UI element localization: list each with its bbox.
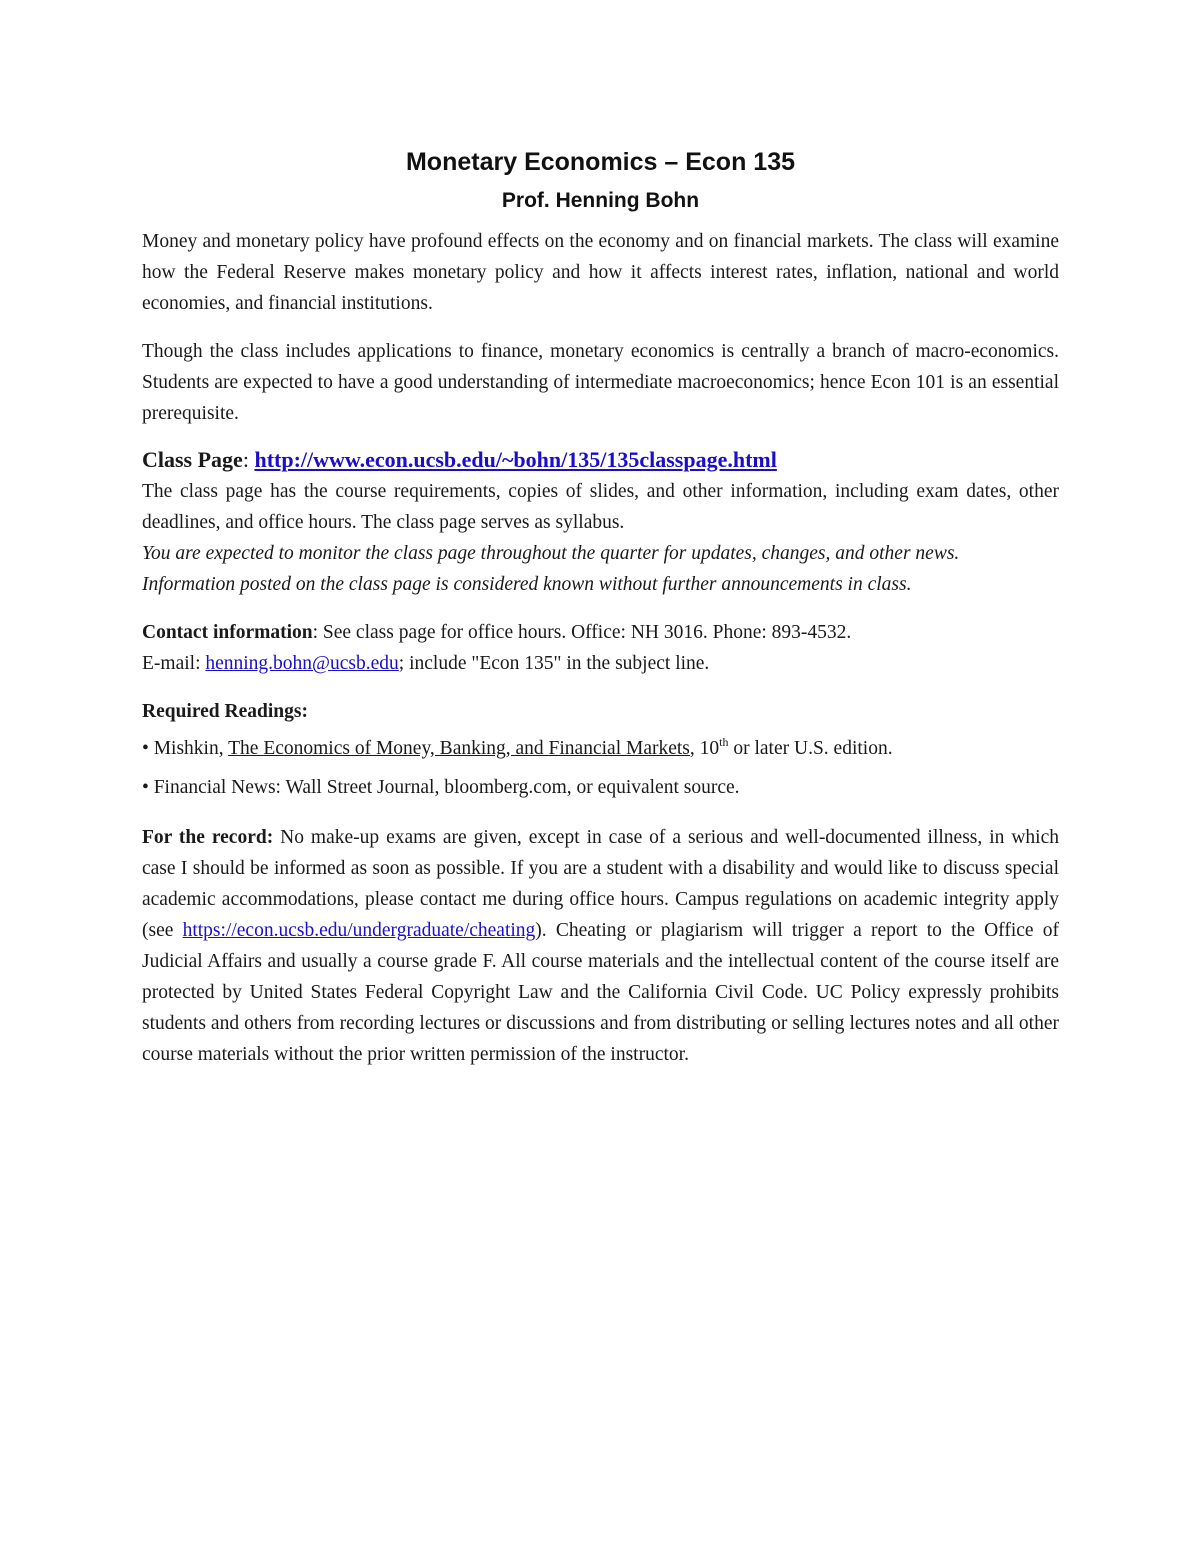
class-page-note-line-1: You are expected to monitor the class page throughout the quarter for updates, changes, and other news. [142,543,960,564]
class-page-link[interactable]: http://www.econ.ucsb.edu/~bohn/135/135classpage.html [254,447,777,472]
readings-heading [142,696,1059,727]
email-prefix: E-mail: [142,653,206,674]
class-page-label: Class Page [142,447,243,472]
email-suffix: ; include "Econ 135" in the subject line. [398,653,710,674]
intro-paragraph-2: Though the class includes applications to finance, monetary economics is centrally a branch of macro-economics. Students are expected to have a good understanding of intermediate macroeconomics; hence Econ 101 is an essential prerequisite. [142,341,1059,424]
class-page-separator: : [242,447,255,472]
reading-item-1-book: The Economics of Money, Banking, and Financial Markets [228,738,690,759]
reading-item-1-mid: , 10 [689,738,720,759]
document-page [142,140,1059,1070]
email-line [142,648,1059,679]
class-page-description: The class page has the course requirements, copies of slides, and other information, including exam dates, other deadlines, and office hours. The class page serves as syllabus. [142,481,1059,533]
record-text-2: ). Cheating or plagiarism will trigger a report to the Office of Judicial Affairs and usually a course grade F. All course materials and the intellectual content of the course itself are protected by United States Federal Copyright Law and the California Civil Code. UC Policy expressly prohibits students and others from recording lectures or discussions and from distributing or selling lectures notes and all other course materials without the prior written permission of the instructor. [142,920,1059,1065]
class-page-note-line-2: Information posted on the class page is considered known without further announcements in class. [142,574,912,595]
document-subtitle: Prof. Henning Bohn [501,189,700,212]
record-label: For the record: [142,827,274,848]
contact-text: : See class page for office hours. Office: NH 3016. Phone: 893-4532. [312,622,852,643]
record-text-1: No make-up exams are given, except in case of a serious and well-documented illness, in which case I should be informed as soon as possible. If you are a student with a disability and would like to discuss special academic accommodations, please contact me during office hours. Campus regulations on academic integrity apply (see [142,827,1059,941]
record-paragraph [142,822,1059,1070]
contact-line [142,617,1059,648]
cheating-policy-link[interactable]: https://econ.ucsb.edu/undergraduate/cheating [182,920,536,941]
reading-item-1-prefix: • Mishkin, [142,738,229,759]
contact-label: Contact information [142,622,313,643]
reading-item-news: • Financial News: Wall Street Journal, bloomberg.com, or equivalent source. [142,777,740,798]
readings-heading-label: Required Readings: [142,701,308,722]
reading-item-1-suffix: or later U.S. edition. [728,738,893,759]
document-title: Monetary Economics – Econ 135 [405,148,796,176]
reading-item-mishkin [142,731,1059,766]
intro-paragraph-1: Money and monetary policy have profound effects on the economy and on financial markets. The class will examine how the Federal Reserve makes monetary policy and how it affects interest rates, inflation, national and world economies, and financial institutions. [142,231,1059,314]
email-link[interactable]: henning.bohn@ucsb.edu [205,653,399,674]
reading-item-1-sup: th [719,735,729,749]
class-page-heading [142,443,1059,476]
